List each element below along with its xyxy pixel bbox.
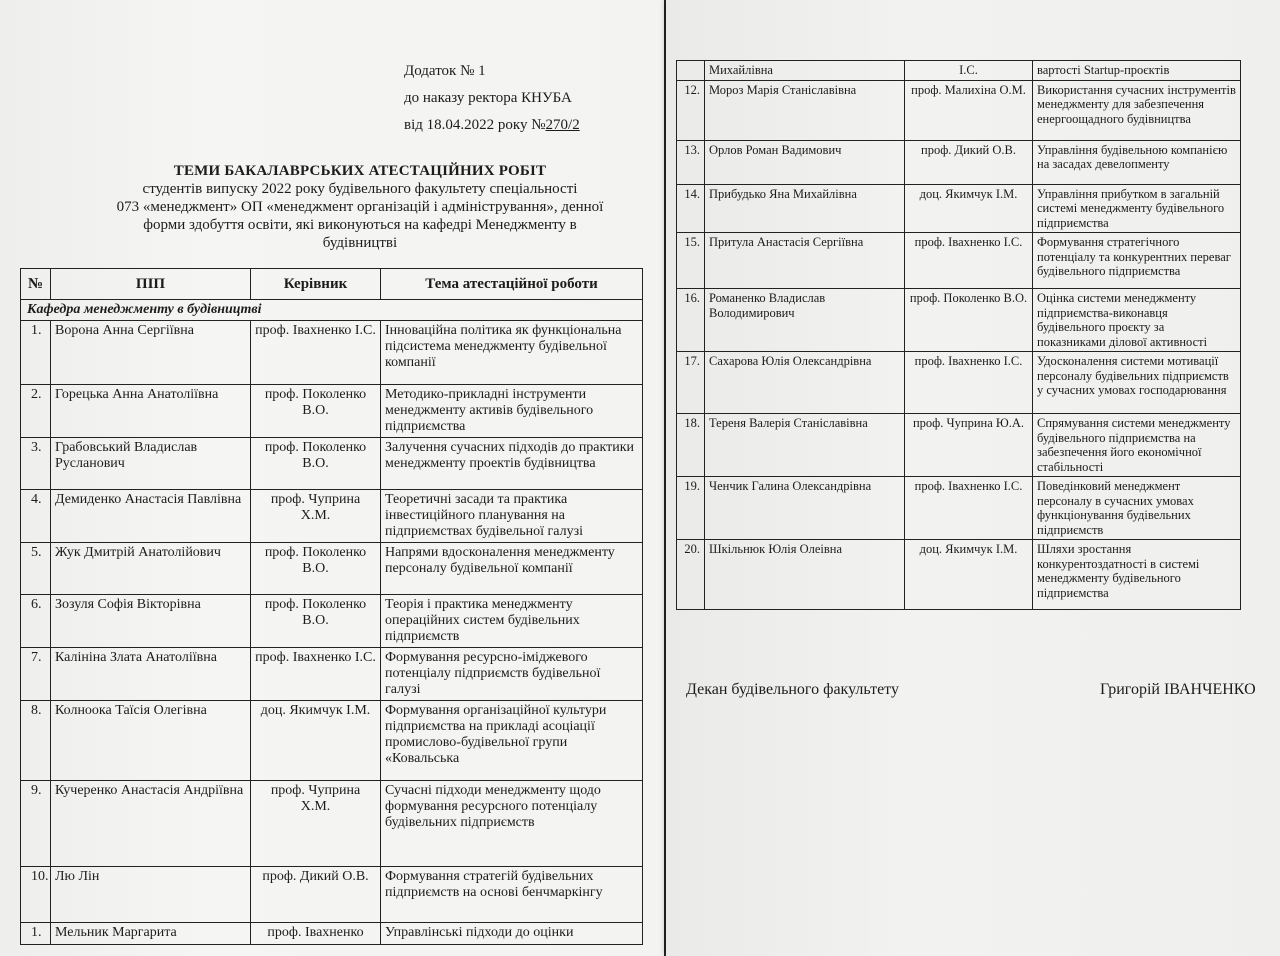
row-number: 1. [21,923,51,945]
supervisor-name: проф. Чуприна Х.М. [251,781,381,867]
supervisor-name: проф. Івахненко І.С. [905,233,1033,289]
topics-table-right [676,60,1241,610]
thesis-topic: Теоретичні засади та практика інвестиційного планування на підприємствах будівельної галузі [381,490,643,543]
thesis-topic: Сучасні підходи менеджменту щодо формування ресурсного потенціалу будівельних підприємств [381,781,643,867]
row-number: 9. [21,781,51,867]
table-row [21,701,643,781]
supervisor-name: проф. Малихіна О.М. [905,80,1033,140]
table-row [677,289,1241,352]
supervisor-name: проф. Поколенко В.О. [251,543,381,595]
appendix-block [404,58,580,139]
student-name: Михайлівна [705,61,905,81]
row-number: 14. [677,184,705,233]
thesis-topic: вартості Startup-проєктів [1033,61,1241,81]
row-number: 4. [21,490,51,543]
table-row [21,321,643,385]
row-number: 5. [21,543,51,595]
table-row [21,781,643,867]
row-number: 18. [677,414,705,477]
thesis-topic: Формування стратегічного потенціалу та конкурентних переваг будівельного підприємства [1033,233,1241,289]
supervisor-name: проф. Поколенко В.О. [905,289,1033,352]
student-name: Ворона Анна Сергіївна [51,321,251,385]
order-number: 270/2 [545,117,580,133]
title-line-5: будівництві [322,235,398,251]
thesis-topic: Використання сучасних інструментів менеджменту для забезпечення енергоощадного будівництва [1033,80,1241,140]
table-row [677,61,1241,81]
supervisor-name: проф. Чуприна Ю.А. [905,414,1033,477]
table-row [21,385,643,438]
appendix-date-prefix: від 18.04.2022 року № [404,117,546,133]
thesis-topic: Формування ресурсно-іміджевого потенціалу підприємств будівельної галузі [381,648,643,701]
appendix-label: Додаток № 1 [404,63,486,79]
student-name: Зозуля Софія Вікторівна [51,595,251,648]
student-name: Мельник Маргарита [51,923,251,945]
supervisor-name: проф. Івахненко І.С. [905,477,1033,540]
row-number: 15. [677,233,705,289]
row-number: 20. [677,540,705,610]
header-topic: Тема атестаційної роботи [381,269,643,300]
supervisor-name: доц. Якимчук І.М. [905,540,1033,610]
thesis-topic: Формування стратегій будівельних підприємств на основі бенчмаркінгу [381,867,643,923]
row-number: 19. [677,477,705,540]
thesis-topic: Теорія і практика менеджменту операційних систем будівельних підприємств [381,595,643,648]
table-row [21,438,643,490]
dean-title: Декан будівельного факультету [686,681,899,698]
supervisor-name: проф. Дикий О.В. [251,867,381,923]
student-name: Кучеренко Анастасія Андріївна [51,781,251,867]
table-header-row [21,269,643,300]
supervisor-name: проф. Чуприна Х.М. [251,490,381,543]
thesis-topic: Оцінка системи менеджменту підприємства-виконавця будівельного проєкту за показниками ділової активності [1033,289,1241,352]
supervisor-name: проф. Поколенко В.О. [251,438,381,490]
row-number: 7. [21,648,51,701]
title-line-2: студентів випуску 2022 року будівельного факультету спеціальності [142,181,578,197]
header-name: ПІП [51,269,251,300]
row-number: 13. [677,140,705,184]
supervisor-name: проф. Дикий О.В. [905,140,1033,184]
left-table-body [21,300,643,945]
supervisor-name: проф. Поколенко В.О. [251,385,381,438]
table-row [677,80,1241,140]
thesis-topic: Інноваційна політика як функціональна підсистема менеджменту будівельної компанії [381,321,643,385]
dean-name: Григорій ІВАНЧЕНКО [1100,681,1256,698]
row-number: 10. [21,867,51,923]
thesis-topic: Управлінські підходи до оцінки [381,923,643,945]
table-row [677,140,1241,184]
thesis-topic: Управління прибутком в загальній системі менеджменту будівельного підприємства [1033,184,1241,233]
table-row [21,648,643,701]
table-row [21,867,643,923]
thesis-topic: Удосконалення системи мотивації персоналу будівельних підприємств у сучасних умовах господарювання [1033,352,1241,414]
student-name: Жук Дмитрій Анатолійович [51,543,251,595]
supervisor-name: проф. Івахненко І.С. [251,321,381,385]
table-row [21,543,643,595]
student-name: Тереня Валерія Станіславівна [705,414,905,477]
header-supervisor: Керівник [251,269,381,300]
supervisor-name: проф. Поколенко В.О. [251,595,381,648]
student-name: Романенко Владислав Володимирович [705,289,905,352]
student-name: Шкільнюк Юлія Олеівна [705,540,905,610]
supervisor-name: проф. Івахненко І.С. [251,648,381,701]
student-name: Грабовський Владислав Русланович [51,438,251,490]
table-row [677,352,1241,414]
title-line-4: форми здобуття освіти, які виконуються на кафедрі Менеджменту в [143,217,577,233]
row-number: 1. [21,321,51,385]
thesis-topic: Шляхи зростання конкурентоздатності в системі менеджменту будівельного підприємства [1033,540,1241,610]
thesis-topic: Напрями вдосконалення менеджменту персоналу будівельної компанії [381,543,643,595]
row-number: 3. [21,438,51,490]
student-name: Демиденко Анастасія Павлівна [51,490,251,543]
supervisor-name: І.С. [905,61,1033,81]
supervisor-name: доц. Якимчук І.М. [251,701,381,781]
thesis-topic: Формування організаційної культури підприємства на прикладі асоціації промислово-будівельної групи «Ковальська [381,701,643,781]
table-row [677,477,1241,540]
student-name: Притула Анастасія Сергіївна [705,233,905,289]
department-name: Кафедра менеджменту в будівництві [21,300,643,321]
department-row [21,300,643,321]
header-num: № [21,269,51,300]
right-table-body [677,61,1241,610]
appendix-order: до наказу ректора КНУБА [404,90,572,106]
right-page [666,0,1280,956]
supervisor-name: доц. Якимчук І.М. [905,184,1033,233]
row-number: 17. [677,352,705,414]
table-row [677,233,1241,289]
document-title [80,162,640,252]
table-row [21,923,643,945]
thesis-topic: Поведінковий менеджмент персоналу в сучасних умовах функціонування будівельних підприємств [1033,477,1241,540]
title-line-3: 073 «менеджмент» ОП «менеджмент організацій і адміністрування», денної [116,199,604,215]
student-name: Горецька Анна Анатоліївна [51,385,251,438]
table-row [677,540,1241,610]
student-name: Орлов Роман Вадимович [705,140,905,184]
thesis-topic: Управління будівельною компанією на засадах девелопменту [1033,140,1241,184]
student-name: Сахарова Юлія Олександрівна [705,352,905,414]
appendix-date [404,112,580,139]
thesis-topic: Залучення сучасних підходів до практики менеджменту проектів будівництва [381,438,643,490]
table-row [21,595,643,648]
supervisor-name: проф. Івахненко І.С. [905,352,1033,414]
table-row [21,490,643,543]
student-name: Колноока Таїсія Олегівна [51,701,251,781]
row-number: 6. [21,595,51,648]
row-number: 8. [21,701,51,781]
title-heading: ТЕМИ БАКАЛАВРСЬКИХ АТЕСТАЦІЙНИХ РОБІТ [173,163,547,179]
student-name: Калініна Злата Анатоліївна [51,648,251,701]
thesis-topic: Методико-прикладні інструменти менеджменту активів будівельного підприємства [381,385,643,438]
table-row [677,414,1241,477]
student-name: Мороз Марія Станіславівна [705,80,905,140]
row-number: 16. [677,289,705,352]
topics-table-left [20,268,643,945]
thesis-topic: Спрямування системи менеджменту будівельного підприємства на забезпечення його економічної стабільності [1033,414,1241,477]
row-number: 2. [21,385,51,438]
row-number: 12. [677,80,705,140]
student-name: Ченчик Галина Олександрівна [705,477,905,540]
student-name: Прибудько Яна Михайлівна [705,184,905,233]
student-name: Лю Лін [51,867,251,923]
supervisor-name: проф. Івахненко [251,923,381,945]
row-number [677,61,705,81]
table-row [677,184,1241,233]
